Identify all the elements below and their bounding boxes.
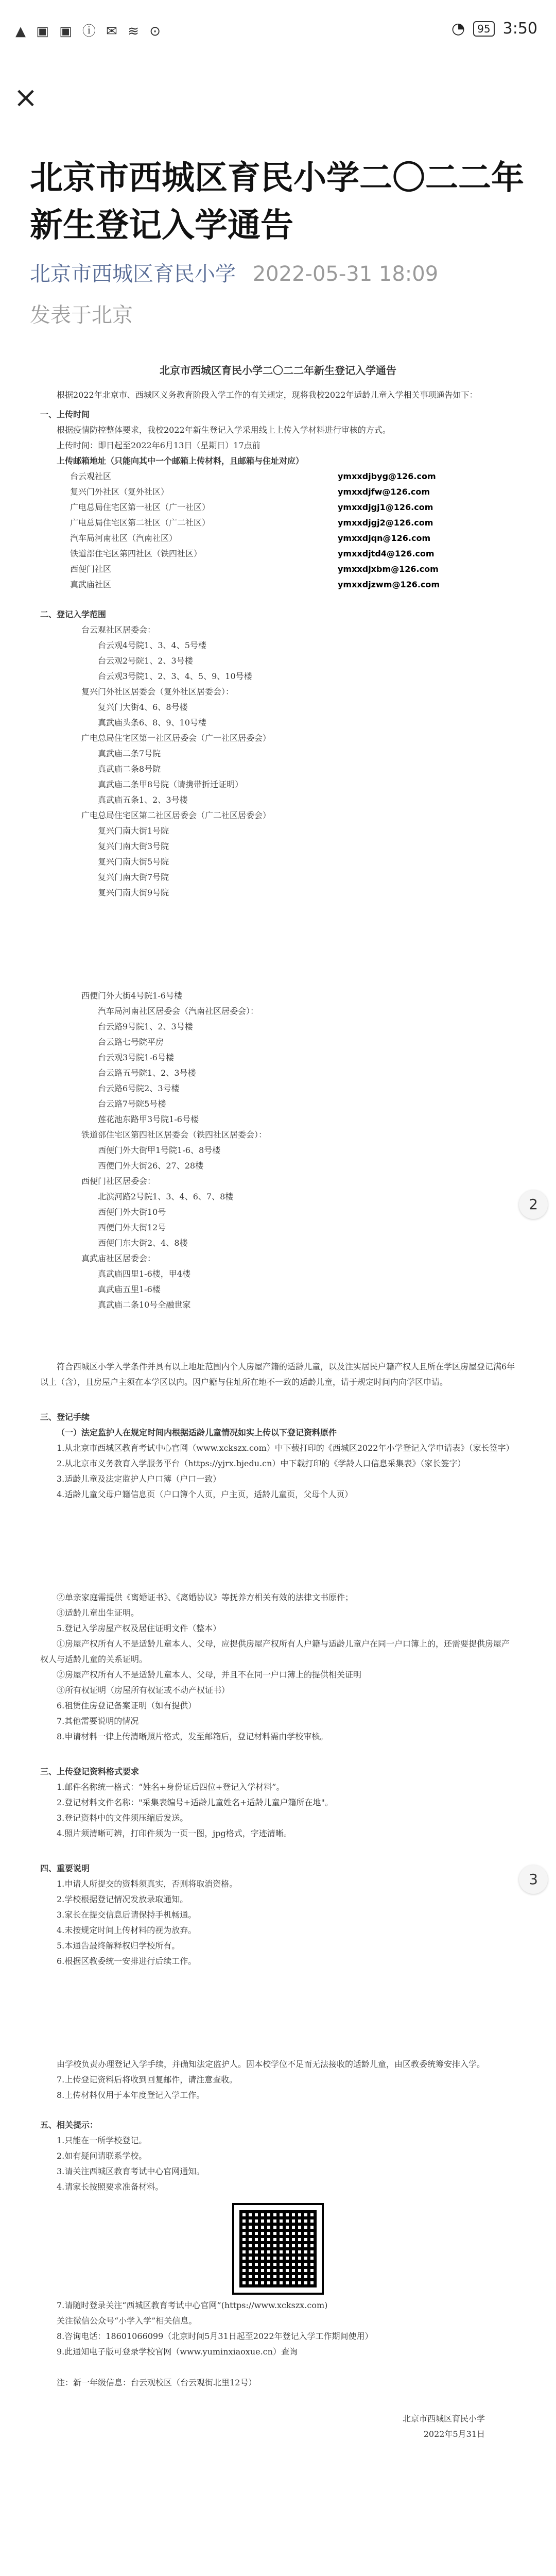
publish-location: 发表于北京 — [30, 303, 133, 327]
list-item: 1.申请人所提交的资料须真实，否则将取消资格。 — [57, 1879, 238, 1889]
range-line: 真武庙五条1、2、3号楼 — [98, 795, 188, 805]
range-line: 台云观社区居委会： — [81, 625, 156, 635]
section-heading: 三、登记手续 — [40, 1412, 90, 1422]
list-item: 1.从北京市西城区教育考试中心官网（www.xckszx.com）中下载打印的《西城区2022年小学登记入学申请表》（家长签字） — [57, 1443, 514, 1453]
email-area: 西便门社区 — [70, 564, 112, 574]
notification-icons: ▲ ▣ ▣ ⓘ ✉ ≋ ⊙ — [15, 24, 164, 39]
email-address: ymxxdjxbm@126.com — [338, 564, 439, 574]
list-item: 2.如有疑问请联系学校。 — [57, 2151, 147, 2161]
list-item: ②单亲家庭需提供《离婚证书》、《离婚协议》等抚养方相关有效的法律文书原件； — [57, 1592, 354, 1602]
range-line: 台云观3号院1-6号楼 — [98, 1053, 174, 1062]
publish-date: 2022-05-31 18:09 — [252, 262, 439, 286]
list-item: ③适龄儿童出生证明。 — [57, 1608, 140, 1618]
list-item: 8.上传材料仅用于本年度登记入学工作。 — [57, 2090, 205, 2100]
email-address: ymxxdjzwm@126.com — [338, 580, 440, 589]
email-row — [40, 577, 516, 592]
range-line: 复兴门大街4、6、8号楼 — [98, 702, 188, 712]
list-item: 2.从北京市义务教育入学服务平台（https://yjrx.bjedu.cn）中下载打印的《学龄人口信息采集表》（家长签字） — [57, 1459, 466, 1468]
range-line: 西便门外大街12号 — [98, 1223, 166, 1232]
range-line: 西便门社区居委会： — [81, 1176, 156, 1186]
qr-code-image — [234, 2205, 322, 2293]
list-item: ①房屋产权所有人不是适龄儿童本人、父母，应提供房屋产权所有人户籍与适龄儿童户在同一户口簿上的，还需要提供房屋产权人与适龄儿童的关系证明。 — [40, 1639, 510, 1664]
email-row — [40, 484, 516, 500]
range-line: 广电总局住宅区第一社区居委会（广一社区居委会） — [81, 733, 271, 743]
range-line: 真武庙五里1-6楼 — [98, 1284, 161, 1294]
range-line: 复兴门外社区居委会（复外社区居委会）： — [81, 687, 234, 697]
account-name-link[interactable]: 北京市西城区育民小学 — [30, 262, 236, 286]
email-area: 汽车局河南社区（汽南社区） — [70, 533, 178, 543]
range-line: 铁道部住宅区第四社区居委会（铁四社区居委会）： — [81, 1130, 267, 1140]
status-right — [451, 20, 537, 38]
range-block — [40, 988, 516, 1127]
email-area: 真武庙社区 — [70, 580, 112, 589]
email-row — [40, 546, 516, 562]
email-address: ymxxdjtd4@126.com — [338, 549, 435, 558]
email-row — [40, 500, 516, 515]
email-area: 铁道部住宅区第四社区（铁四社区） — [70, 549, 202, 558]
list-item: 3.请关注西城区教育考试中心官网通知。 — [57, 2166, 205, 2176]
page-indicator[interactable]: 2 — [519, 1190, 548, 1219]
doc-paragraph: 符合西城区小学入学条件并具有以上地址范围内个人房屋产籍的适龄儿童，以及注实居民户籍产权人且所在学区房屋登记满6年以上（含），且房屋户主须在本学区以内。因户籍与住址所在地不一致的适龄儿童，请于规定时间内向学区申请。 — [40, 1362, 515, 1387]
range-line: 台云路七号院平房 — [98, 1037, 164, 1047]
clock: 3:50 — [502, 20, 537, 38]
status-bar — [0, 0, 556, 52]
list-item: 7.其他需要说明的情况 — [57, 1716, 139, 1726]
email-address: ymxxdjgj1@126.com — [338, 502, 433, 512]
list-item: 4.请家长按照要求准备材料。 — [57, 2182, 164, 2192]
range-line: 真武庙二条7号院 — [98, 749, 161, 758]
list-item: 3.适龄儿童及法定监护人户口簿（户口一致） — [57, 1474, 221, 1484]
range-line: 西便门外大街甲1号院1-6、8号楼 — [98, 1145, 221, 1155]
section-heading: 三、上传登记资料格式要求 — [40, 1767, 140, 1776]
list-item: 6.根据区教委统一安排进行后续工作。 — [57, 1956, 197, 1966]
footer-note: 注：新一年级信息：台云观校区（台云观街北里12号） — [57, 2378, 257, 2387]
range-line: 莲花池东路甲3号院1-6号楼 — [98, 1114, 199, 1124]
email-area: 广电总局住宅区第一社区（广一社区） — [70, 502, 211, 512]
section-heading: 二、登记入学范围 — [40, 609, 107, 619]
range-line: 台云路9号院1、2、3号楼 — [98, 1022, 193, 1031]
range-line: 真武庙社区居委会： — [81, 1253, 156, 1263]
close-icon[interactable]: × — [13, 81, 38, 114]
page-indicator[interactable]: 3 — [519, 1865, 548, 1894]
signature-date: 2022年5月31日 — [423, 2429, 485, 2439]
notice-document — [40, 355, 516, 2576]
email-address: ymxxdjfw@126.com — [338, 487, 430, 497]
list-item: 8.咨询电话：18601066099（北京时间5月31日起至2022年登记入学工作期间使用） — [57, 2331, 373, 2341]
email-address: ymxxdjbyg@126.com — [338, 471, 436, 481]
range-line: 台云观3号院1、2、3、4、5、9、10号楼 — [98, 671, 252, 681]
doc-paragraph: 上传邮箱地址（只能向其中一个邮箱上传材料，且邮箱与住址对应） — [57, 456, 304, 466]
list-item: 4.适龄儿童父母户籍信息页（户口簿个人页，户主页，适龄儿童页，父母个人页） — [57, 1489, 353, 1499]
list-item: 3.家长在提交信息后请保持手机畅通。 — [57, 1910, 197, 1920]
doc-paragraph: 上传时间：即日起至2022年6月13日（星期日）17点前 — [57, 440, 260, 450]
email-address: ymxxdjqn@126.com — [338, 533, 431, 543]
contact-list — [40, 2298, 516, 2360]
list-item: 关注微信公众号“小学入学”相关信息。 — [57, 2316, 197, 2326]
range-line: 复兴门南大街5号院 — [98, 857, 169, 867]
section-heading: 一、上传时间 — [40, 410, 90, 419]
article-meta — [30, 258, 438, 287]
range-line: 复兴门南大街3号院 — [98, 841, 169, 851]
list-item: 6.租赁住房登记备案证明（如有提供） — [57, 1701, 197, 1710]
doc-paragraph: 由学校负责办理登记入学手续，并确知法定监护人。因本校学位不足而无法接收的适龄儿童，由区教委统筹安排入学。 — [57, 2059, 485, 2069]
range-line: 真武庙四里1-6楼，甲4楼 — [98, 1269, 190, 1279]
range-line: 西便门外大街4号院1-6号楼 — [81, 991, 182, 1001]
list-item: ③所有权证明（房屋所有权证或不动产权证书） — [57, 1685, 230, 1695]
range-line: 北滨河路2号院1、3、4、6、7、8楼 — [98, 1192, 234, 1201]
list — [40, 2133, 516, 2195]
section-heading: 五、相关提示： — [40, 2120, 98, 2130]
range-line: 真武庙二条8号院 — [98, 764, 161, 774]
doc-paragraph: （一）法定监护人在规定时间内根据适龄儿童情况如实上传以下登记资料原件 — [57, 1428, 337, 1437]
range-line: 真武庙头条6、8、9、10号楼 — [98, 718, 206, 727]
range-block — [40, 1127, 516, 1174]
list — [40, 1780, 516, 1841]
list-item: ②房屋产权所有人不是适龄儿童本人、父母，并且不在同一户口簿上的提供相关证明 — [57, 1670, 362, 1680]
list-item: 8.申请材料一律上传清晰照片格式，发至邮箱后，登记材料需由学校审核。 — [57, 1732, 328, 1741]
list-item: 9.此通知电子版可登录学校官网（www.yuminxiaoxue.cn）查询 — [57, 2347, 298, 2357]
list-item: 1.邮件名称统一格式：“姓名+身份证后四位+登记入学材料”。 — [57, 1782, 285, 1792]
range-line: 复兴门南大街7号院 — [98, 872, 169, 882]
wifi-icon: ◔ — [451, 20, 465, 38]
email-row — [40, 515, 516, 531]
email-row — [40, 562, 516, 577]
list-item: 5.本通告最终解释权归学校所有。 — [57, 1941, 180, 1951]
range-block — [40, 808, 516, 901]
email-list — [40, 469, 516, 592]
list-item: 1.只能在一所学校登记。 — [57, 2136, 147, 2145]
range-line: 汽车局河南社区居委会（汽南社区居委会）： — [98, 1006, 259, 1016]
list — [40, 1440, 516, 1502]
range-line: 西便门东大街2、4、8楼 — [98, 1238, 188, 1248]
range-line: 真武庙二条甲8号院（请携带折迁证明） — [98, 779, 244, 789]
range-block — [40, 1174, 516, 1251]
doc-title: 北京市西城区育民小学二〇二二年新生登记入学通告 — [160, 364, 396, 377]
range-block — [40, 684, 516, 731]
email-address: ymxxdjgj2@126.com — [338, 518, 433, 528]
list-item: 3.登记资料中的文件须压缩后发送。 — [57, 1813, 188, 1823]
range-block — [40, 731, 516, 808]
list-item: 2.登记材料文件名称："采集表编号+适龄儿童姓名+适龄儿童户籍所在地"。 — [57, 1798, 333, 1807]
range-line: 台云路6号院2、3号楼 — [98, 1083, 180, 1093]
list-item: 5.登记入学房屋产权及居住证明文件（整本） — [57, 1623, 221, 1633]
battery-icon: 95 — [473, 21, 494, 37]
email-row — [40, 531, 516, 546]
range-line: 台云路7号院5号楼 — [98, 1099, 166, 1109]
list — [40, 2072, 516, 2103]
range-block — [40, 1251, 516, 1313]
doc-intro: 根据2022年北京市、西城区义务教育阶段入学工作的有关规定，现将我校2022年适龄儿童入学相关事项通告如下： — [57, 390, 478, 400]
range-block — [40, 622, 516, 684]
list-item: 7.上传登记资料后将收到回复邮件，请注意查收。 — [57, 2075, 238, 2084]
list-item: 4.照片须清晰可辨，打印件须为一页一图，jpg格式，字迹清晰。 — [57, 1828, 292, 1838]
section-heading: 四、重要说明 — [40, 1863, 90, 1873]
range-line: 真武庙二条10号全融世家 — [98, 1300, 191, 1310]
range-line: 广电总局住宅区第二社区居委会（广二社区居委会） — [81, 810, 271, 820]
email-area: 台云观社区 — [70, 471, 112, 481]
list — [40, 1876, 516, 1969]
list-item: 7.请随时登录关注“西城区教育考试中心官网”(https://www.xckszx.com) — [57, 2300, 328, 2310]
doc-paragraph: 根据疫情防控整体要求，我校2022年新生登记入学采用线上上传入学材料进行审核的方式。 — [57, 425, 391, 435]
article-title: 北京市西城区育民小学二〇二二年新生登记入学通告 — [30, 159, 524, 245]
range-line: 西便门外大街10号 — [98, 1207, 166, 1217]
range-line: 西便门外大街26、27、28楼 — [98, 1161, 204, 1171]
range-line: 复兴门南大街9号院 — [98, 888, 169, 897]
email-area: 复兴门外社区（复外社区） — [70, 487, 169, 497]
list-item: 2.学校根据登记情况发放录取通知。 — [57, 1894, 188, 1904]
email-row — [40, 469, 516, 484]
list — [40, 1590, 516, 1744]
range-line: 台云观2号院1、2、3号楼 — [98, 656, 193, 666]
email-area: 广电总局住宅区第二社区（广二社区） — [70, 518, 211, 528]
range-line: 台云观4号院1、3、4、5号楼 — [98, 640, 206, 650]
range-line: 复兴门南大街1号院 — [98, 826, 169, 836]
signature-school: 北京市西城区育民小学 — [402, 2414, 485, 2424]
list-item: 4.未按规定时间上传材料的视为放弃。 — [57, 1925, 197, 1935]
range-line: 台云路五号院1、2、3号楼 — [98, 1068, 196, 1078]
